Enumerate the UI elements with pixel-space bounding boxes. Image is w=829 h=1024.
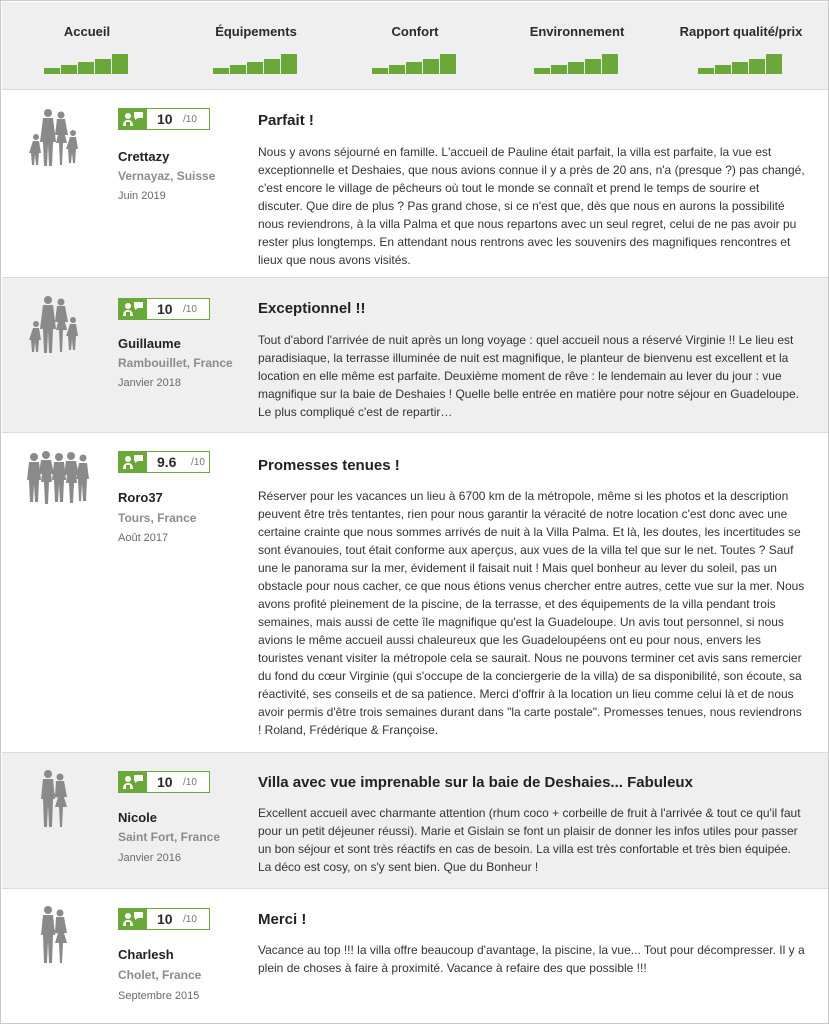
rating-bars-icon bbox=[534, 52, 620, 74]
rating-confort bbox=[340, 2, 490, 90]
ratings-summary bbox=[2, 2, 828, 90]
reviewer-name: Guillaume bbox=[118, 336, 181, 351]
reviewer-location: Rambouillet, France bbox=[118, 356, 233, 370]
reviewer-count-icon bbox=[119, 299, 147, 319]
rating-label: Rapport qualité/prix bbox=[679, 24, 803, 39]
reviewer-name: Roro37 bbox=[118, 490, 163, 505]
score-badge bbox=[118, 771, 210, 793]
score-value: 10 bbox=[157, 301, 173, 317]
review-title: Exceptionnel !! bbox=[258, 300, 366, 317]
reviewer-name: Crettazy bbox=[118, 149, 170, 164]
score-max: /10 bbox=[183, 304, 197, 315]
review-date: Janvier 2016 bbox=[118, 852, 181, 864]
couple-icon bbox=[24, 769, 92, 831]
review-title: Parfait ! bbox=[258, 112, 314, 129]
review-item bbox=[2, 752, 828, 888]
score-badge bbox=[118, 908, 210, 930]
score-value: 10 bbox=[157, 911, 173, 927]
review-text: Vacance au top !!! la villa offre beaucoup d'avantage, la piscine, la vue... Tout pour décompresser. Il y a plein de choses à faire à proximité. Vacance à refaire des que possible !!! bbox=[258, 943, 805, 975]
review-text: Excellent accueil avec charmante attention (rhum coco + corbeille de fruit à l'arrivée & tout ce qu'il faut pour un petit déjeuner réussi). Marie et Gislain se font un plaisir de donner les infos utiles pour passer un bon séjour et sont très réactifs en cas de besoin. La villa est très confortable et très bien équipée. La déco est cosy, on s'y sent bien. Que du Bonheur ! bbox=[258, 806, 801, 874]
review-date: Août 2017 bbox=[118, 532, 169, 544]
reviewer-location: Cholet, France bbox=[118, 968, 202, 982]
rating-bars-icon bbox=[44, 52, 130, 74]
rating-rapport-qualite-prix bbox=[666, 2, 816, 90]
rating-equipements bbox=[178, 2, 334, 90]
reviewer-count-icon bbox=[119, 909, 147, 929]
review-date: Janvier 2018 bbox=[118, 377, 181, 389]
review-title: Promesses tenues ! bbox=[258, 457, 400, 474]
family-group-icon bbox=[24, 294, 92, 356]
score-badge bbox=[118, 108, 210, 130]
reviewer-name: Nicole bbox=[118, 810, 158, 825]
review-item bbox=[2, 91, 828, 277]
review-item bbox=[2, 277, 828, 432]
rating-bars-icon bbox=[698, 52, 784, 74]
rating-accueil bbox=[12, 2, 162, 90]
couple-icon bbox=[24, 905, 92, 967]
review-date: Juin 2019 bbox=[118, 190, 166, 202]
review-title: Villa avec vue imprenable sur la baie de Deshaies... Fabuleux bbox=[258, 774, 693, 791]
score-max: /10 bbox=[183, 114, 197, 125]
friends-group-icon bbox=[24, 449, 92, 511]
rating-label: Équipements bbox=[215, 24, 297, 39]
rating-bars-icon bbox=[372, 52, 458, 74]
rating-label: Confort bbox=[391, 24, 439, 39]
reviewer-count-icon bbox=[119, 772, 147, 792]
reviewer-count-icon bbox=[119, 109, 147, 129]
reviewer-location: Vernayaz, Suisse bbox=[118, 169, 216, 183]
rating-bars-icon bbox=[213, 52, 299, 74]
score-badge bbox=[118, 298, 210, 320]
score-max: /10 bbox=[183, 777, 197, 788]
rating-label: Environnement bbox=[529, 24, 625, 39]
rating-label: Accueil bbox=[63, 24, 111, 39]
rating-environnement bbox=[502, 2, 652, 90]
review-text: Nous y avons séjourné en famille. L'accueil de Pauline était parfait, la villa est parfaite, la vue est exceptionnelle et Deshaies, que nous avions connue il y a près de 20 ans, n'a (presque ?) pas changé, c'est encore le village de pêcheurs où tout le monde se connaît et prend le temps de sourire et discuter. Que dire de plus ? Pas grand chose, si ce n'est que, dès que nous en aurons la possibilité nous reviendrons, à la villa Palma et que nous repartons avec un seul regret, celui de ne pas avoir pu rester plus longtemps. En attendant nous rentrons avec les souvenirs des magnifiques rencontres et lieux que nous avons visités. bbox=[258, 145, 805, 267]
score-max: /10 bbox=[183, 914, 197, 925]
score-value: 10 bbox=[157, 111, 173, 127]
reviewer-name: Charlesh bbox=[118, 947, 174, 962]
score-badge bbox=[118, 451, 210, 473]
review-item bbox=[2, 888, 828, 1023]
review-text: Réserver pour les vacances un lieu à 6700 km de la métropole, même si les photos et la description peuvent être très tentantes, rien pour nous garantir la véracité de notre location c'est donc avec une certaine crainte que nous sommes arrivés de nuit à la Villa Palma. Et là, les doutes, les incertitudes se sont évanouies, tout était conforme aux aperçus, aux vues de la villa tel que sur le net. Toutes ? Sauf une le panorama sur la mer, évidement il faisait nuit ! Mais quel bonheur au lever du soleil, pas un obstacle pour nous cacher, ce que nous étions venus chercher entre autres, cette vue sur la mer. Nous avons profité pleinement de la piscine, de la terrasse, et des équipements de la villa pendant trois semaines, mais aussi de cette île magnifique qu'est la Guadeloupe. Un avis tout personnel, si nous avions le même accueil aussi chaleureux que les Guadeloupéens ont eu pour nous, envers les touristes venant visiter la métropole cela se saurait. Nous ne pouvons terminer cet avis sans remercier du fond du cœur Virginie (qui s'occupe de la conciergerie de la villa) de sa disponibilité, son écoute, sa réactivité, ses conseils et de sa patience. Merci d'offrir à la location un lieu comme celui là et de nous avoir permis d'être trois semaines durant dans "la carte postale". Promesses tenues, nous reviendrons ! Roland, Frédérique & Françoise. bbox=[258, 489, 805, 737]
reviewer-location: Tours, France bbox=[118, 511, 197, 525]
score-value: 10 bbox=[157, 774, 173, 790]
score-max: /10 bbox=[191, 457, 205, 468]
reviewer-count-icon bbox=[119, 452, 147, 472]
reviewer-location: Saint Fort, France bbox=[118, 830, 221, 844]
review-date: Septembre 2015 bbox=[118, 990, 200, 1002]
family-group-icon bbox=[24, 107, 92, 169]
review-title: Merci ! bbox=[258, 911, 307, 928]
score-value: 9.6 bbox=[157, 454, 177, 470]
review-text: Tout d'abord l'arrivée de nuit après un long voyage : quel accueil nous a réservé Virginie !! Le lieu est paradisiaque, la terrasse illuminée de nuit est magnifique, le planteur de bienvenu est excellent et la location en elle même est parfaite. Deuxième moment de rêve : le lendemain au lever du jour : vue magnifique sur la baie de Deshaies ! Quelle belle entrée en matière pour notre séjour en Guadeloupe. Le plus compliqué c'est de repartir… bbox=[258, 333, 800, 419]
review-item bbox=[2, 432, 828, 752]
